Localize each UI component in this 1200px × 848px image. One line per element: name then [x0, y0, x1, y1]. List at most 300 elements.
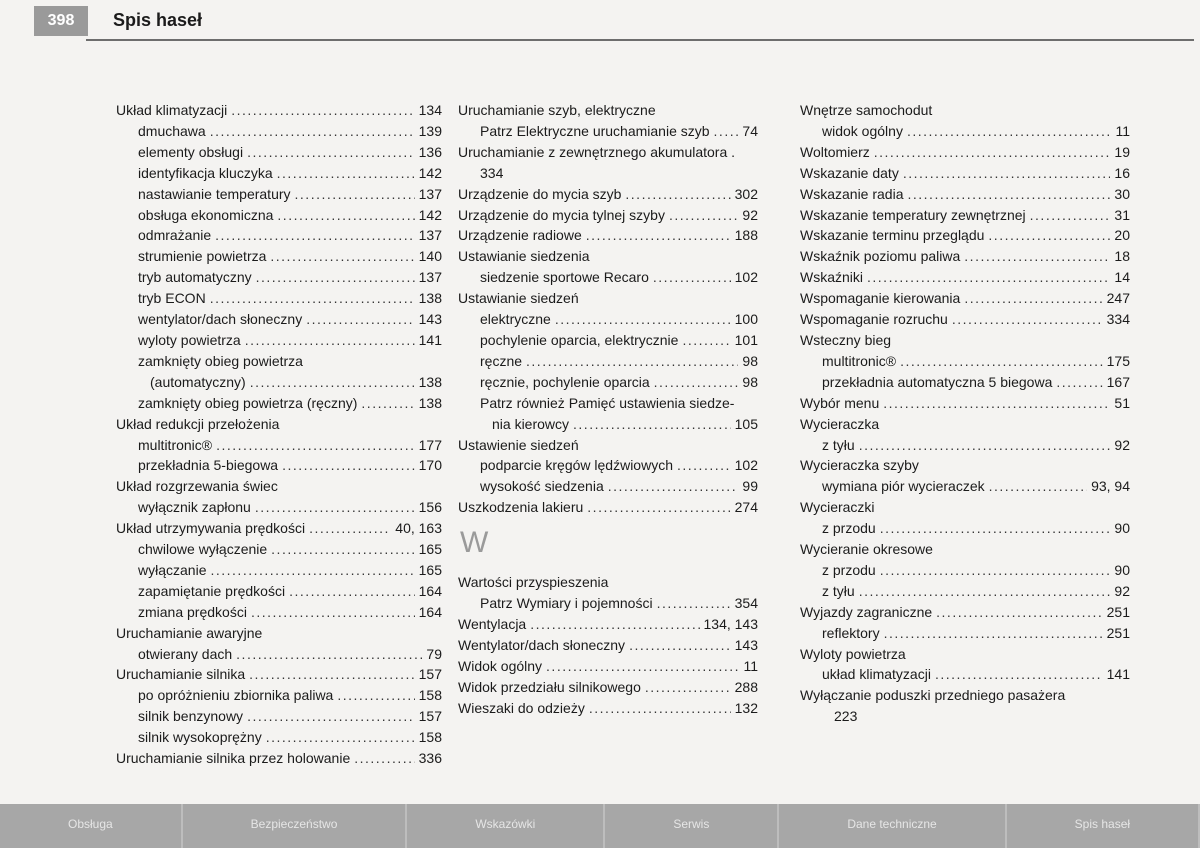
entry-text: z tyłu	[822, 582, 855, 599]
entry-page: 302	[734, 185, 758, 202]
index-entry	[116, 246, 442, 267]
dot-leader	[589, 698, 731, 719]
entry-text: Wyloty powietrza	[800, 645, 906, 662]
footer-tab[interactable]: Dane techniczne	[779, 804, 1006, 848]
dot-leader	[309, 518, 391, 539]
entry-text: Układ klimatyzacji	[116, 102, 228, 118]
index-entry	[116, 121, 442, 142]
entry-text: chwilowe wyłączenie	[138, 541, 268, 558]
entry-text: nia kierowcy	[492, 415, 570, 432]
index-entry	[458, 476, 758, 497]
entry-page: 140	[418, 248, 442, 265]
entry-page: 14	[1114, 269, 1130, 286]
dot-leader	[874, 142, 1111, 163]
entry-text: wyłączanie	[138, 561, 207, 578]
entry-text: Patrz Wymiary i pojemności	[480, 595, 653, 612]
index-entry	[800, 581, 1130, 602]
entry-text: Uruchamianie silnika przez holowanie	[116, 750, 351, 767]
entry-text: Ustawianie siedzenia	[458, 248, 590, 265]
entry-text: zamknięty obieg powietrza	[138, 352, 303, 369]
entry-text: układ klimatyzacji	[822, 666, 931, 683]
index-entry	[800, 623, 1130, 644]
entry-text: Ustawianie siedzeń	[458, 290, 579, 307]
dot-leader	[256, 267, 415, 288]
index-column-3	[800, 100, 1130, 727]
entry-text: Wskazanie radia	[800, 185, 904, 202]
entry-text: odmrażanie	[138, 227, 212, 244]
dot-leader	[587, 497, 730, 518]
index-entry	[116, 748, 442, 769]
entry-text: Układ utrzymywania prędkości	[116, 520, 306, 537]
index-entry	[458, 414, 758, 435]
index-entry	[116, 100, 442, 121]
dot-leader	[236, 644, 422, 665]
dot-leader	[289, 581, 415, 602]
entry-page: 137	[418, 185, 442, 202]
dot-leader	[629, 635, 731, 656]
index-entry	[116, 142, 442, 163]
dot-leader	[231, 100, 414, 121]
index-entry	[116, 414, 442, 435]
index-entry	[458, 677, 758, 698]
entry-page: 247	[1106, 290, 1130, 307]
dot-leader	[1056, 372, 1102, 393]
entry-page: 99	[742, 478, 758, 495]
entry-text: Urządzenie do mycia szyb	[458, 185, 622, 202]
footer-tab[interactable]: Serwis	[605, 804, 779, 848]
entry-page: 143	[418, 311, 442, 328]
index-entry	[116, 644, 442, 665]
dot-leader	[884, 623, 1103, 644]
index-entry	[458, 142, 758, 163]
entry-page: 92	[1114, 582, 1130, 599]
index-entry	[116, 727, 442, 748]
dot-leader	[354, 748, 414, 769]
index-entry	[458, 330, 758, 351]
entry-page: 16	[1114, 164, 1130, 181]
entry-text: obsługa ekonomiczna	[138, 206, 274, 223]
entry-page: 20	[1114, 227, 1130, 244]
dot-leader	[859, 435, 1111, 456]
index-entry	[458, 309, 758, 330]
index-entry	[458, 351, 758, 372]
dot-leader	[251, 602, 415, 623]
entry-text: otwierany dach	[138, 645, 233, 662]
dot-leader	[883, 393, 1110, 414]
entry-text: Urządzenie radiowe	[458, 227, 582, 244]
index-entry	[458, 288, 758, 309]
entry-text: 223	[834, 708, 858, 725]
dot-leader	[270, 246, 414, 267]
entry-page: 31	[1114, 206, 1130, 223]
entry-text: Uruchamianie z zewnętrznego akumulatora .	[458, 143, 736, 160]
dot-leader	[215, 225, 414, 246]
dot-leader	[935, 664, 1103, 685]
entry-text: zapamiętanie prędkości	[138, 582, 286, 599]
entry-page: 105	[734, 415, 758, 432]
entry-text: Wentylacja	[458, 615, 527, 632]
dot-leader	[306, 309, 414, 330]
index-entry	[800, 163, 1130, 184]
dot-leader	[989, 476, 1087, 497]
dot-leader	[654, 372, 739, 393]
dot-leader	[625, 184, 730, 205]
entry-text: Wartości przyspieszenia	[458, 574, 609, 591]
index-entry	[800, 685, 1130, 706]
entry-page: 102	[734, 269, 758, 286]
index-entry	[116, 372, 442, 393]
dot-leader	[682, 330, 730, 351]
entry-page: 74	[742, 122, 758, 139]
index-entry	[458, 497, 758, 518]
entry-text: po opróżnieniu zbiornika paliwa	[138, 687, 334, 704]
entry-page: 158	[418, 687, 442, 704]
entry-page: 98	[742, 373, 758, 390]
entry-text: Wentylator/dach słoneczny	[458, 636, 626, 653]
entry-page: 30	[1114, 185, 1130, 202]
entry-text: silnik benzynowy	[138, 708, 244, 725]
entry-page: 100	[734, 311, 758, 328]
index-entry	[458, 698, 758, 719]
index-entry	[800, 455, 1130, 476]
entry-text: dmuchawa	[138, 122, 206, 139]
entry-page: 177	[418, 436, 442, 453]
entry-text: Uruchamianie silnika	[116, 666, 246, 683]
dot-leader	[361, 393, 414, 414]
entry-text: Układ rozgrzewania świec	[116, 478, 278, 495]
index-entry	[800, 560, 1130, 581]
index-entry	[458, 455, 758, 476]
dot-leader	[210, 560, 414, 581]
index-entry	[116, 623, 442, 644]
entry-page: 336	[418, 750, 442, 767]
entry-text: elementy obsługi	[138, 143, 244, 160]
index-entry	[800, 706, 1130, 727]
index-entry	[116, 455, 442, 476]
entry-page: 143	[734, 636, 758, 653]
dot-leader	[880, 560, 1111, 581]
entry-page: 165	[418, 561, 442, 578]
entry-text: zmiana prędkości	[138, 603, 247, 620]
entry-page: 156	[418, 499, 442, 516]
index-entry	[116, 267, 442, 288]
index-entry	[116, 602, 442, 623]
entry-text: wentylator/dach słoneczny	[138, 311, 303, 328]
index-entry	[116, 685, 442, 706]
entry-text: Układ redukcji przełożenia	[116, 415, 280, 432]
page-number: 398	[34, 6, 88, 36]
index-entry	[800, 142, 1130, 163]
index-entry	[800, 393, 1130, 414]
entry-page: 139	[418, 122, 442, 139]
index-entry	[458, 100, 758, 121]
entry-page: 175	[1106, 352, 1130, 369]
entry-text: siedzenie sportowe Recaro	[480, 269, 649, 286]
entry-page: 92	[1114, 436, 1130, 453]
entry-page: 165	[418, 541, 442, 558]
footer-tabs	[0, 804, 1200, 848]
index-entry	[800, 435, 1130, 456]
entry-page: 334	[1106, 311, 1130, 328]
entry-text: wymiana piór wycieraczek	[822, 478, 985, 495]
entry-text: Wycieraczki	[800, 499, 875, 516]
entry-page: 137	[418, 269, 442, 286]
footer-tab[interactable]: Obsługa	[0, 804, 183, 848]
entry-text: silnik wysokoprężny	[138, 729, 262, 746]
dot-leader	[657, 593, 731, 614]
index-entry	[458, 163, 758, 184]
index-entry	[458, 572, 758, 593]
dot-leader	[277, 163, 415, 184]
index-entry	[800, 288, 1130, 309]
entry-page: 138	[418, 394, 442, 411]
entry-text: Widok ogólny	[458, 657, 543, 674]
index-entry	[116, 288, 442, 309]
dot-leader	[282, 455, 415, 476]
index-entry	[116, 664, 442, 685]
entry-text: podparcie kręgów lędźwiowych	[480, 457, 673, 474]
entry-page: 170	[418, 457, 442, 474]
index-entry	[458, 656, 758, 677]
dot-leader	[247, 142, 415, 163]
index-entry	[116, 205, 442, 226]
dot-leader	[210, 288, 415, 309]
index-entry	[458, 267, 758, 288]
entry-text: Wspomaganie rozruchu	[800, 311, 948, 328]
entry-text: wyloty powietrza	[138, 331, 241, 348]
dot-leader	[900, 351, 1103, 372]
entry-text: Wsteczny bieg	[800, 331, 892, 348]
index-entry	[800, 497, 1130, 518]
entry-page: 18	[1114, 248, 1130, 265]
entry-page: 288	[734, 678, 758, 695]
index-entry	[458, 372, 758, 393]
dot-leader	[859, 581, 1111, 602]
dot-leader	[247, 706, 415, 727]
entry-page: 138	[418, 290, 442, 307]
entry-page: 157	[418, 666, 442, 683]
entry-text: widok ogólny	[822, 122, 903, 139]
dot-leader	[555, 309, 731, 330]
index-entry	[458, 635, 758, 656]
entry-page: 132	[734, 699, 758, 716]
index-entry	[800, 518, 1130, 539]
index-entry	[458, 205, 758, 226]
index-entry	[458, 593, 758, 614]
entry-text: Patrz Elektryczne uruchamianie szyb	[480, 122, 710, 139]
entry-page: 274	[734, 499, 758, 516]
entry-page: 354	[734, 595, 758, 612]
index-entry	[800, 602, 1130, 623]
entry-text: Uruchamianie awaryjne	[116, 624, 263, 641]
footer-tab[interactable]: Bezpieczeństwo	[183, 804, 408, 848]
entry-page: 136	[418, 143, 442, 160]
entry-page: 251	[1106, 603, 1130, 620]
dot-leader	[608, 476, 739, 497]
entry-page: 167	[1106, 373, 1130, 390]
entry-page: 157	[418, 708, 442, 725]
entry-text: tryb automatyczny	[138, 269, 252, 286]
entry-text: wyłącznik zapłonu	[138, 499, 251, 516]
entry-text: Wskazanie temperatury zewnętrznej	[800, 206, 1026, 223]
entry-page: 134, 143	[703, 615, 758, 632]
entry-text: reflektory	[822, 624, 880, 641]
index-entry	[116, 497, 442, 518]
entry-page: 164	[418, 603, 442, 620]
entry-text: Widok przedziału silnikowego	[458, 678, 641, 695]
index-entry	[116, 560, 442, 581]
entry-text: ręcznie, pochylenie oparcia	[480, 373, 650, 390]
footer-tab[interactable]: Spis haseł	[1007, 804, 1200, 848]
entry-page: 188	[734, 227, 758, 244]
entry-text: Wyjazdy zagraniczne	[800, 603, 933, 620]
index-column-1	[116, 100, 442, 769]
dot-leader	[677, 455, 731, 476]
dot-leader	[645, 677, 731, 698]
entry-page: 40, 163	[395, 520, 442, 537]
entry-text: z tyłu	[822, 436, 855, 453]
entry-page: 93, 94	[1091, 478, 1130, 495]
dot-leader	[952, 309, 1103, 330]
dot-leader	[964, 288, 1102, 309]
index-entry	[800, 309, 1130, 330]
dot-leader	[249, 664, 414, 685]
index-entry	[458, 393, 758, 414]
section-title: Spis haseł	[113, 10, 203, 30]
dot-leader	[277, 205, 414, 226]
entry-page: 158	[418, 729, 442, 746]
dot-leader	[526, 351, 738, 372]
entry-page: 142	[418, 206, 442, 223]
index-entry	[116, 393, 442, 414]
dot-leader	[271, 539, 414, 560]
dot-leader	[250, 372, 415, 393]
index-entry	[800, 246, 1130, 267]
index-entry	[116, 351, 442, 372]
index-entry	[800, 205, 1130, 226]
index-entry	[800, 539, 1130, 560]
index-entry	[458, 225, 758, 246]
index-entry	[800, 644, 1130, 665]
entry-text: pochylenie oparcia, elektrycznie	[480, 331, 679, 348]
index-entry	[116, 476, 442, 497]
entry-text: elektryczne	[480, 311, 551, 328]
entry-text: tryb ECON	[138, 290, 206, 307]
index-entry	[800, 372, 1130, 393]
dot-leader	[908, 184, 1111, 205]
index-entry	[116, 539, 442, 560]
entry-page: 90	[1114, 561, 1130, 578]
dot-leader	[907, 121, 1112, 142]
entry-text: nastawianie temperatury	[138, 185, 291, 202]
entry-page: 141	[418, 331, 442, 348]
index-entry	[800, 184, 1130, 205]
entry-text: strumienie powietrza	[138, 248, 267, 265]
index-entry	[116, 330, 442, 351]
index-entry	[800, 225, 1130, 246]
header-divider	[86, 39, 1194, 41]
entry-text: multitronic®	[822, 352, 897, 369]
index-entry	[116, 435, 442, 456]
entry-text: Wieszaki do odzieży	[458, 699, 585, 716]
entry-page: 102	[734, 457, 758, 474]
entry-text: przekładnia automatyczna 5 biegowa	[822, 373, 1053, 390]
entry-text: przekładnia 5-biegowa	[138, 457, 279, 474]
entry-page: 138	[418, 373, 442, 390]
entry-text: (automatyczny)	[150, 373, 246, 390]
entry-text: Wskazanie terminu przeglądu	[800, 227, 985, 244]
entry-text: Wycieraczka szyby	[800, 457, 919, 474]
index-entry	[116, 706, 442, 727]
dot-leader	[936, 602, 1102, 623]
entry-text: Woltomierz	[800, 143, 870, 160]
dot-leader	[714, 121, 739, 142]
dot-leader	[867, 267, 1110, 288]
entry-page: 11	[743, 657, 758, 674]
entry-text: ręczne	[480, 352, 523, 369]
footer-tab[interactable]: Wskazówki	[407, 804, 605, 848]
dot-leader	[216, 435, 415, 456]
index-entry	[116, 581, 442, 602]
entry-text: Wyłączanie poduszki przedniego pasażera	[800, 687, 1066, 704]
index-entry	[800, 476, 1130, 497]
entry-page: 51	[1114, 394, 1130, 411]
index-entry	[800, 100, 1130, 121]
entry-page: 141	[1106, 666, 1130, 683]
entry-text: Wycieranie okresowe	[800, 541, 933, 558]
dot-leader	[530, 614, 699, 635]
entry-text: Wspomaganie kierowania	[800, 290, 961, 307]
entry-text: Patrz również Pamięć ustawienia siedze-	[480, 394, 735, 411]
entry-text: identyfikacja kluczyka	[138, 164, 273, 181]
dot-leader	[1030, 205, 1111, 226]
index-entry	[458, 184, 758, 205]
entry-page: 19	[1114, 143, 1130, 160]
entry-text: Urządzenie do mycia tylnej szyby	[458, 206, 665, 223]
dot-leader	[295, 184, 415, 205]
entry-text: Uruchamianie szyb, elektryczne	[458, 102, 656, 118]
entry-page: 101	[734, 331, 758, 348]
entry-page: 79	[426, 645, 442, 662]
entry-page: 92	[742, 206, 758, 223]
entry-text: 334	[480, 164, 504, 181]
index-entry	[116, 184, 442, 205]
entry-page: 164	[418, 582, 442, 599]
dot-leader	[255, 497, 415, 518]
entry-text: Ustawienie siedzeń	[458, 436, 579, 453]
entry-page: 137	[418, 227, 442, 244]
index-entry	[458, 246, 758, 267]
page-header	[0, 0, 1200, 50]
index-entry	[116, 309, 442, 330]
dot-leader	[586, 225, 731, 246]
dot-leader	[245, 330, 415, 351]
dot-leader	[903, 163, 1111, 184]
entry-text: Uszkodzenia lakieru	[458, 499, 584, 516]
index-entry	[458, 435, 758, 456]
dot-leader	[653, 267, 731, 288]
entry-text: zamknięty obieg powietrza (ręczny)	[138, 394, 358, 411]
entry-page: 251	[1106, 624, 1130, 641]
entry-text: Wybór menu	[800, 394, 880, 411]
dot-leader	[880, 518, 1111, 539]
entry-page: 90	[1114, 520, 1130, 537]
entry-text: Wskazanie daty	[800, 164, 899, 181]
dot-leader	[546, 656, 739, 677]
index-column-2	[458, 100, 758, 718]
index-entry	[800, 121, 1130, 142]
entry-page: 134	[418, 102, 442, 118]
